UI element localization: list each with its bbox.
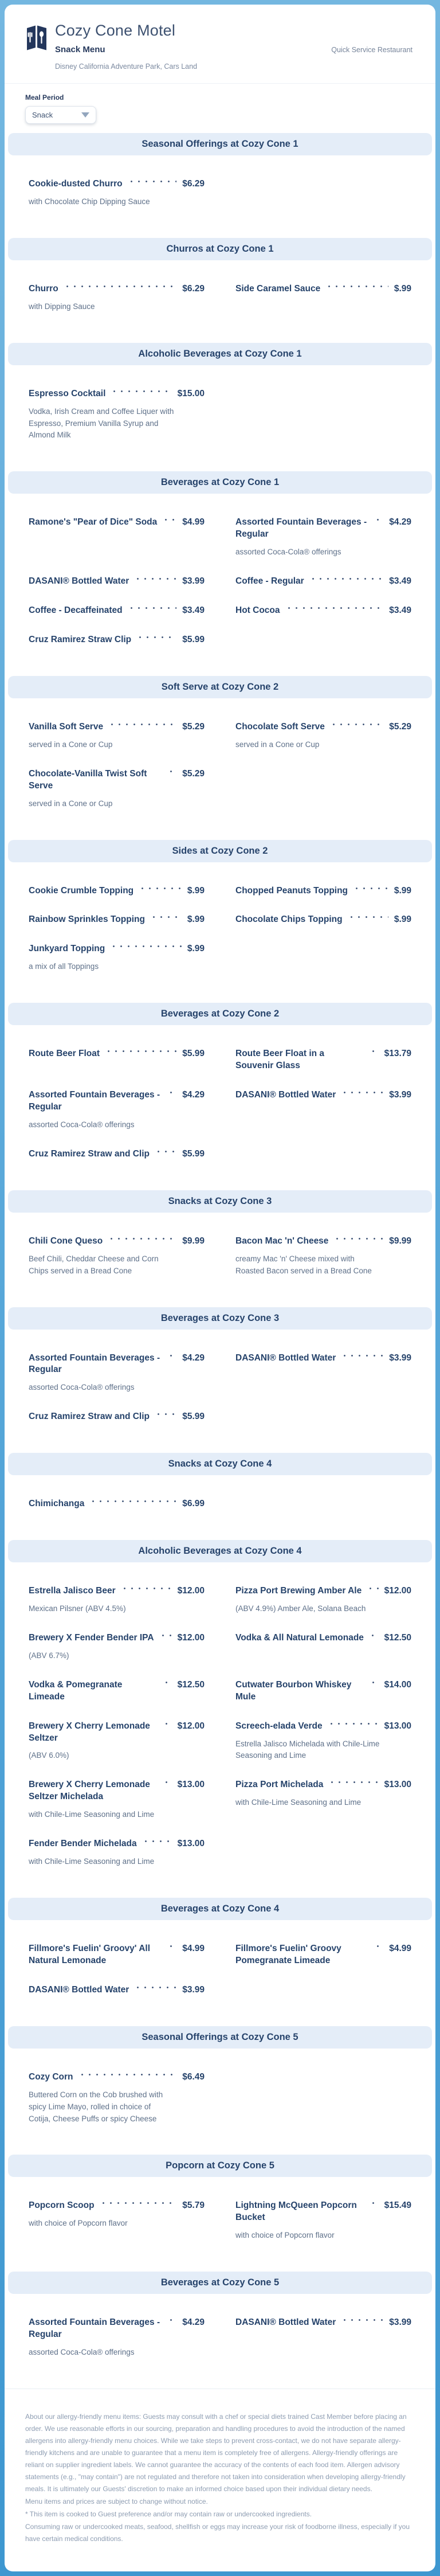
menu-item xyxy=(235,1585,411,1615)
menu-item-price: $5.99 xyxy=(182,634,205,644)
menu-item xyxy=(235,283,411,313)
menu-item-description: served in a Cone or Cup xyxy=(29,740,113,749)
menu-item-name: Fender Bender Michelada xyxy=(29,1839,137,1849)
dot-leader xyxy=(64,283,177,294)
section-items xyxy=(5,365,435,472)
menu-item-name: Junkyard Topping xyxy=(29,944,105,954)
menu-item-name: Chopped Peanuts Topping xyxy=(235,885,348,896)
menu-item-price: $12.00 xyxy=(177,1721,205,1731)
menu-item-name: Espresso Cocktail xyxy=(29,388,106,398)
menu-item-price: $4.29 xyxy=(182,2317,205,2328)
menu-item xyxy=(29,1721,205,1762)
menu-item xyxy=(29,1148,205,1160)
menu-item-price: $9.99 xyxy=(389,1236,411,1246)
menu-item-price: $12.00 xyxy=(177,1632,205,1643)
section-items xyxy=(5,1213,435,1307)
meal-period-label: Meal Period xyxy=(25,93,64,101)
dot-leader xyxy=(163,1721,172,1731)
dot-leader xyxy=(167,2317,176,2328)
menu-item-name: Vodka & All Natural Lemonade xyxy=(235,1632,364,1643)
dot-leader xyxy=(108,1236,176,1246)
section-items xyxy=(5,698,435,840)
section-title: Beverages at Cozy Cone 5 xyxy=(160,2277,280,2288)
menu-card xyxy=(5,5,435,2571)
location-label: Disney California Adventure Park, Cars Land xyxy=(55,62,198,71)
menu-item-name: Assorted Fountain Beverages - Regular xyxy=(235,517,367,540)
dot-leader xyxy=(159,1632,172,1643)
menu-item-description: Beef Chili, Cheddar Cheese and Corn Chips served in a Bread Cone xyxy=(29,1254,159,1275)
menu-item xyxy=(235,2317,411,2359)
menu-item-price: $3.99 xyxy=(182,1984,205,1995)
dot-leader xyxy=(128,605,177,616)
dot-leader xyxy=(108,721,176,732)
section-title: Beverages at Cozy Cone 1 xyxy=(160,477,280,488)
menu-item-name: Assorted Fountain Beverages - Regular xyxy=(29,2317,160,2340)
menu-item-price: $5.29 xyxy=(389,721,411,732)
menu-section xyxy=(5,133,435,238)
dot-leader xyxy=(150,914,182,925)
dot-leader xyxy=(139,885,182,896)
menu-section xyxy=(5,1307,435,1453)
menu-item-price: $4.99 xyxy=(389,1944,411,1954)
menu-item xyxy=(29,1236,205,1277)
menu-item-description: assorted Coca-Cola® offerings xyxy=(29,1120,135,1129)
menu-item-price: $13.00 xyxy=(177,1780,205,1790)
menu-item-description: with choice of Popcorn flavor xyxy=(235,2231,335,2240)
restaurant-header xyxy=(5,5,435,83)
menu-item-price: $5.99 xyxy=(182,1148,205,1159)
menu-item-description: with Chocolate Chip Dipping Sauce xyxy=(29,197,150,206)
section-header xyxy=(8,343,432,365)
meal-period-selected-value: Snack xyxy=(32,111,53,119)
menu-item-name: Cutwater Bourbon Whiskey Mule xyxy=(235,1679,352,1702)
menu-item xyxy=(235,517,411,558)
menu-item-description: with Dipping Sauce xyxy=(29,302,95,311)
menu-item xyxy=(235,605,411,617)
menu-section xyxy=(5,1540,435,1898)
menu-item xyxy=(29,1838,205,1868)
meal-period-select[interactable] xyxy=(25,106,96,124)
section-header xyxy=(8,1898,432,1920)
menu-item-price: $13.00 xyxy=(384,1721,411,1731)
section-title: Churros at Cozy Cone 1 xyxy=(166,243,274,254)
menu-item xyxy=(29,634,205,646)
menu-item-price: $14.00 xyxy=(384,1679,411,1690)
menu-item xyxy=(235,1721,411,1762)
menu-item-name: Coffee - Decaffeinated xyxy=(29,605,123,616)
menu-item-price: $3.99 xyxy=(389,2317,411,2328)
menu-item xyxy=(235,1779,411,1821)
section-items xyxy=(5,1330,435,1453)
menu-item-description: served in a Cone or Cup xyxy=(235,740,320,749)
menu-item xyxy=(29,1353,205,1394)
menu-item-price: $6.99 xyxy=(182,1499,205,1509)
dot-leader xyxy=(370,2200,379,2211)
menu-item xyxy=(29,1679,205,1703)
section-items xyxy=(5,1920,435,2026)
dot-leader xyxy=(134,576,176,587)
menu-item-price: $13.00 xyxy=(384,1780,411,1790)
meal-period-block xyxy=(5,84,435,133)
menu-item-description: (ABV 6.0%) xyxy=(29,1751,69,1760)
menu-item xyxy=(29,914,205,926)
menu-item xyxy=(29,1089,205,1131)
menu-item xyxy=(29,1632,205,1662)
menu-item xyxy=(235,1632,411,1662)
section-items xyxy=(5,1025,435,1190)
menu-item-name: Chili Cone Queso xyxy=(29,1236,103,1246)
dot-leader xyxy=(155,1148,176,1159)
menu-item-description: creamy Mac 'n' Cheese mixed with Roasted Bacon served in a Bread Cone xyxy=(235,1254,372,1275)
menu-item xyxy=(29,517,205,558)
menu-item xyxy=(235,1089,411,1131)
menu-item-price: $3.49 xyxy=(389,576,411,587)
menu-item-price: $.99 xyxy=(394,914,411,925)
price-change-disclaimer: Menu items and prices are subject to change without notice. xyxy=(25,2497,208,2505)
dot-leader xyxy=(167,1353,176,1363)
menu-item-name: Vanilla Soft Serve xyxy=(29,721,104,732)
menu-item xyxy=(29,1048,205,1072)
menu-item-name: Bacon Mac 'n' Cheese xyxy=(235,1236,329,1246)
menu-item xyxy=(29,768,205,810)
menu-item xyxy=(235,2200,411,2242)
menu-item-description: with Chile-Lime Seasoning and Lime xyxy=(29,1810,155,1819)
menu-section xyxy=(5,2272,435,2389)
menu-item-name: Lightning McQueen Popcorn Bucket xyxy=(235,2200,357,2223)
menu-item xyxy=(29,1779,205,1821)
section-items xyxy=(5,1562,435,1898)
menu-item-price: $4.29 xyxy=(182,1090,205,1100)
section-title: Alcoholic Beverages at Cozy Cone 1 xyxy=(138,348,302,359)
menu-item xyxy=(235,1353,411,1394)
menu-section xyxy=(5,840,435,1003)
section-title: Snacks at Cozy Cone 4 xyxy=(168,1459,272,1469)
dot-leader xyxy=(167,1089,176,1100)
dot-leader xyxy=(369,1632,379,1643)
menu-item-price: $4.29 xyxy=(182,1353,205,1363)
menu-item-price: $.99 xyxy=(187,885,205,896)
section-header xyxy=(8,1190,432,1213)
menu-item-name: Chocolate Chips Topping xyxy=(235,914,343,925)
menu-item-price: $12.50 xyxy=(177,1679,205,1690)
section-title: Seasonal Offerings at Cozy Cone 1 xyxy=(142,139,298,149)
menu-item-price: $3.99 xyxy=(389,1353,411,1363)
section-header xyxy=(8,1003,432,1025)
section-items xyxy=(5,260,435,343)
menu-section xyxy=(5,1003,435,1190)
menu-item-price: $6.29 xyxy=(182,179,205,189)
menu-item-name: Cruz Ramirez Straw and Clip xyxy=(29,1412,150,1422)
dot-leader xyxy=(325,283,388,294)
chevron-down-icon xyxy=(81,112,89,118)
menu-item-description: Vodka, Irish Cream and Coffee Liquer with Espresso, Premium Vanilla Syrup and Almond Milk xyxy=(29,406,174,440)
section-header xyxy=(8,1307,432,1330)
menu-section xyxy=(5,2155,435,2272)
section-title: Seasonal Offerings at Cozy Cone 5 xyxy=(142,2031,298,2042)
dot-leader xyxy=(330,721,383,732)
menu-item-price: $15.00 xyxy=(177,388,205,398)
menu-item xyxy=(29,721,205,751)
section-items xyxy=(5,2294,435,2389)
menu-section xyxy=(5,1190,435,1307)
menu-item-price: $5.29 xyxy=(182,721,205,732)
menu-item-name: Route Beer Float in a Souvenir Glass xyxy=(235,1049,325,1071)
menu-item-price: $15.49 xyxy=(384,2200,411,2211)
dot-leader xyxy=(374,1943,383,1954)
menu-item-name: DASANI® Bottled Water xyxy=(29,576,129,587)
menu-item-price: $12.00 xyxy=(384,1586,411,1596)
dot-leader xyxy=(353,885,388,896)
section-header xyxy=(8,1540,432,1562)
footer-disclaimers xyxy=(5,2389,435,2571)
menu-item-name: Assorted Fountain Beverages - Regular xyxy=(29,1090,160,1112)
menu-item-name: DASANI® Bottled Water xyxy=(235,1090,336,1100)
dot-leader xyxy=(370,1679,379,1690)
menu-item xyxy=(29,178,205,208)
dot-leader xyxy=(163,1779,172,1790)
menu-item xyxy=(235,1048,411,1072)
menu-item xyxy=(235,721,411,751)
menu-item-name: Fillmore's Fuelin' Groovy Pomegranate Limeade xyxy=(235,1944,341,1965)
menu-item-description: (ABV 4.9%) Amber Ale, Solana Beach xyxy=(235,1604,366,1613)
menu-item xyxy=(235,914,411,926)
dot-leader xyxy=(136,634,176,645)
menu-item xyxy=(235,1236,411,1277)
menu-sections xyxy=(5,133,435,2389)
menu-item-description: (ABV 6.7%) xyxy=(29,1651,69,1660)
menu-item xyxy=(235,1943,411,1967)
dot-leader xyxy=(285,605,384,616)
section-items xyxy=(5,1475,435,1540)
menu-item xyxy=(29,885,205,897)
dot-leader xyxy=(167,1943,176,1954)
menu-item xyxy=(29,2200,205,2242)
menu-section xyxy=(5,471,435,676)
dot-leader xyxy=(374,517,383,527)
dot-leader xyxy=(328,1779,378,1790)
dot-leader xyxy=(328,1721,379,1731)
dot-leader xyxy=(341,2317,383,2328)
menu-item-description: a mix of all Toppings xyxy=(29,962,99,971)
menu-section xyxy=(5,238,435,343)
menu-item-price: $3.49 xyxy=(389,605,411,616)
menu-item-description: assorted Coca-Cola® offerings xyxy=(29,1383,135,1392)
section-title: Beverages at Cozy Cone 2 xyxy=(160,1008,280,1019)
section-header xyxy=(8,1453,432,1475)
dot-leader xyxy=(134,1984,176,1995)
menu-item-name: Pizza Port Michelada xyxy=(235,1780,324,1790)
dot-leader xyxy=(121,1585,172,1596)
menu-item-name: Screech-elada Verde xyxy=(235,1721,323,1731)
menu-item-price: $6.49 xyxy=(182,2071,205,2082)
menu-item-name: Cozy Corn xyxy=(29,2071,73,2082)
menu-item-name: Chocolate-Vanilla Twist Soft Serve xyxy=(29,768,147,791)
menu-item-name: Chimichanga xyxy=(29,1499,85,1509)
menu-item-name: Vodka & Pomegranate Limeade xyxy=(29,1679,123,1702)
menu-item-price: $.99 xyxy=(187,944,205,954)
menu-item-name: Brewery X Cherry Lemonade Seltzer xyxy=(29,1721,150,1743)
menu-item-name: Pizza Port Brewing Amber Ale xyxy=(235,1586,362,1596)
dot-leader xyxy=(163,1679,172,1690)
menu-section xyxy=(5,2026,435,2155)
section-items xyxy=(5,155,435,238)
dot-leader xyxy=(78,2071,177,2082)
allergy-disclaimer: About our allergy-friendly menu items: Guests may consult with a chef or special diets trained Cast Member before placing an order. We use reasonable efforts in our sourcing, preparation and handling procedures to avoid the introduction of the named allergens into allergy-friendly menu choices. While we take steps to prevent cross-contact, we do not have separate allergy-friendly kitchens and are unable to guarantee that a menu item is completely free of allergens. Allergy-friendly offerings are reliant on supplier ingredient labels. We cannot guarantee the accuracy of the contents of each food item. Allergen advisory statements (e.g., "may contain") are not regulated and therefore not taken into consideration when developing allergy-friendly meals. It is ultimately our Guests' discretion to make an informed choice based upon their individual dietary needs. xyxy=(25,2413,407,2493)
dot-leader xyxy=(142,1838,172,1849)
menu-item-price: $12.00 xyxy=(177,1586,205,1596)
section-header xyxy=(8,133,432,155)
menu-item-price: $5.29 xyxy=(182,768,205,779)
dot-leader xyxy=(333,1236,383,1246)
dot-leader xyxy=(100,2200,177,2211)
dot-leader xyxy=(105,1048,176,1059)
menu-item-description: with Chile-Lime Seasoning and Lime xyxy=(235,1798,362,1807)
raw-food-disclaimer: Consuming raw or undercooked meats, seafood, shellfish or eggs may increase your risk of foodborne illness, especially if you have certain medical conditions. xyxy=(25,2523,410,2543)
menu-section xyxy=(5,1453,435,1540)
page-title: Cozy Cone Motel xyxy=(55,22,176,39)
dot-leader xyxy=(341,1353,383,1363)
menu-type-label: Snack Menu xyxy=(55,45,105,54)
menu-item-name: Side Caramel Sauce xyxy=(235,283,321,294)
menu-item-name: Cookie-dusted Churro xyxy=(29,179,123,189)
menu-item-name: DASANI® Bottled Water xyxy=(235,2317,336,2328)
menu-item xyxy=(235,885,411,897)
menu-item-name: Popcorn Scoop xyxy=(29,2200,95,2211)
menu-item-name: Chocolate Soft Serve xyxy=(235,721,325,732)
menu-item-price: $9.99 xyxy=(182,1236,205,1246)
section-title: Sides at Cozy Cone 2 xyxy=(172,845,268,856)
menu-item-description: Mexican Pilsner (ABV 4.5%) xyxy=(29,1604,126,1613)
dot-leader xyxy=(155,1411,176,1422)
menu-item-name: Fillmore's Fuelin' Groovy' All Natural Lemonade xyxy=(29,1944,151,1965)
section-title: Popcorn at Cozy Cone 5 xyxy=(166,2160,274,2171)
menu-section xyxy=(5,1898,435,2026)
menu-item xyxy=(29,576,205,588)
menu-item-name: Ramone's "Pear of Dice" Soda xyxy=(29,517,158,527)
menu-book-icon xyxy=(25,24,48,54)
menu-item xyxy=(29,2317,205,2359)
section-items xyxy=(5,494,435,676)
dot-leader xyxy=(167,768,176,779)
menu-item-name: Assorted Fountain Beverages - Regular xyxy=(29,1353,160,1375)
menu-item xyxy=(29,2071,205,2125)
dot-leader xyxy=(309,576,383,587)
menu-item xyxy=(29,1498,205,1510)
menu-item-price: $5.99 xyxy=(182,1049,205,1059)
dot-leader xyxy=(341,1089,383,1100)
menu-section xyxy=(5,676,435,840)
menu-item xyxy=(29,1585,205,1615)
menu-item-price: $4.99 xyxy=(182,517,205,527)
cooked-to-preference-disclaimer: * This item is cooked to Guest preference and/or may contain raw or undercooked ingredients. xyxy=(25,2510,312,2518)
menu-item-description: served in a Cone or Cup xyxy=(29,799,113,808)
menu-item-price: $5.79 xyxy=(182,2200,205,2211)
menu-item-price: $3.99 xyxy=(182,576,205,587)
menu-item-name: Hot Cocoa xyxy=(235,605,280,616)
menu-item-description: Buttered Corn on the Cob brushed with spicy Lime Mayo, rolled in choice of Cotija, Cheese Puffs or spicy Cheese xyxy=(29,2090,163,2123)
menu-item-price: $4.99 xyxy=(182,1944,205,1954)
menu-item-name: Coffee - Regular xyxy=(235,576,304,587)
menu-item-description: assorted Coca-Cola® offerings xyxy=(29,2348,135,2357)
section-items xyxy=(5,862,435,1003)
menu-item xyxy=(29,605,205,617)
section-title: Beverages at Cozy Cone 4 xyxy=(160,1903,280,1914)
section-items xyxy=(5,2177,435,2272)
menu-item-name: DASANI® Bottled Water xyxy=(235,1353,336,1363)
section-header xyxy=(8,471,432,494)
section-header xyxy=(8,238,432,260)
menu-section xyxy=(5,343,435,472)
dot-leader xyxy=(128,178,177,189)
menu-item-name: Route Beer Float xyxy=(29,1049,100,1059)
menu-item-description: assorted Coca-Cola® offerings xyxy=(235,548,341,557)
menu-item-price: $6.29 xyxy=(182,283,205,294)
menu-item-price: $13.00 xyxy=(177,1839,205,1849)
menu-item-name: Cookie Crumble Topping xyxy=(29,885,134,896)
menu-item-name: Cruz Ramirez Straw and Clip xyxy=(29,1148,150,1159)
section-header xyxy=(8,2272,432,2294)
dot-leader xyxy=(89,1498,176,1509)
section-title: Beverages at Cozy Cone 3 xyxy=(160,1312,280,1323)
menu-item-price: $.99 xyxy=(187,914,205,925)
menu-item xyxy=(29,1984,205,1996)
menu-item-price: $4.29 xyxy=(389,517,411,527)
dot-leader xyxy=(370,1048,379,1059)
menu-item-price: $3.49 xyxy=(182,605,205,616)
menu-item-price: $3.99 xyxy=(389,1090,411,1100)
menu-item-description: with choice of Popcorn flavor xyxy=(29,2219,128,2228)
dot-leader xyxy=(110,943,182,954)
dot-leader xyxy=(367,1585,378,1596)
menu-item-price: $.99 xyxy=(394,283,411,294)
menu-item-name: Churro xyxy=(29,283,58,294)
menu-item xyxy=(29,1411,205,1423)
section-title: Alcoholic Beverages at Cozy Cone 4 xyxy=(138,1546,302,1557)
menu-item-price: $.99 xyxy=(394,885,411,896)
dot-leader xyxy=(162,517,176,527)
menu-item-price: $12.50 xyxy=(384,1632,411,1643)
menu-item-description: Estrella Jalisco Michelada with Chile-Lime Seasoning and Lime xyxy=(235,1739,380,1760)
menu-item xyxy=(235,576,411,588)
menu-item xyxy=(29,283,205,313)
menu-item-name: Cruz Ramirez Straw Clip xyxy=(29,634,132,644)
menu-item-name: Brewery X Fender Bender IPA xyxy=(29,1632,154,1643)
section-header xyxy=(8,2026,432,2049)
dot-leader xyxy=(111,388,171,399)
menu-item-name: DASANI® Bottled Water xyxy=(29,1984,129,1995)
menu-item-name: Estrella Jalisco Beer xyxy=(29,1586,116,1596)
menu-item-name: Brewery X Cherry Lemonade Seltzer Michelada xyxy=(29,1780,150,1802)
dot-leader xyxy=(348,914,388,925)
section-header xyxy=(8,676,432,698)
section-title: Snacks at Cozy Cone 3 xyxy=(168,1195,272,1206)
menu-item-price: $13.79 xyxy=(384,1049,411,1059)
menu-item xyxy=(29,1943,205,1967)
section-header xyxy=(8,840,432,862)
section-title: Soft Serve at Cozy Cone 2 xyxy=(161,681,279,692)
menu-item-description: with Chile-Lime Seasoning and Lime xyxy=(29,1857,155,1866)
section-items xyxy=(5,2049,435,2155)
menu-item xyxy=(29,943,205,973)
service-type-badge: Quick Service Restaurant xyxy=(331,46,412,54)
menu-item-price: $5.99 xyxy=(182,1412,205,1422)
menu-item xyxy=(29,388,205,442)
menu-item-name: Rainbow Sprinkles Topping xyxy=(29,914,145,925)
section-header xyxy=(8,2155,432,2177)
menu-item xyxy=(235,1679,411,1703)
